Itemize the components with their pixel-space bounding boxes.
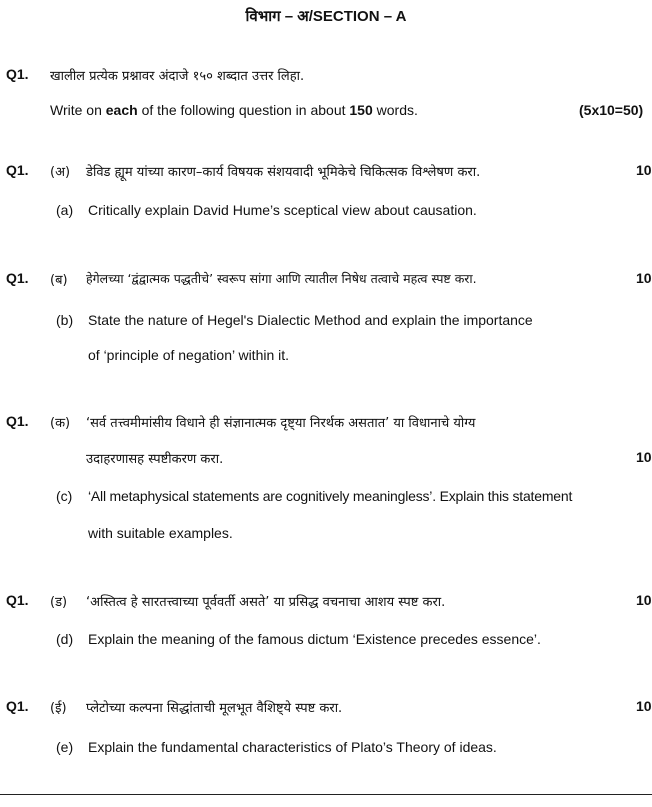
instruction-question-number: Q1. xyxy=(6,66,29,82)
question-c-marathi-text-line1: ‘सर्व तत्त्वमीमांसीय विधाने ही संज्ञानात्मक दृष्ट्या निरर्थक असतात’ या विधानाचे योग्य xyxy=(86,416,476,431)
question-e-english-label: (e) xyxy=(56,739,74,755)
question-b-english-text-line1: State the nature of Hegel's Dialectic Method and explain the importance xyxy=(88,312,533,328)
question-c-marathi-text-line2: उदाहरणासह स्पष्टीकरण करा. xyxy=(86,452,224,467)
question-a-english-label: (a) xyxy=(56,202,74,218)
question-c-marks: 10 xyxy=(636,449,652,465)
question-b-english-text-line2: of ‘principle of negation’ within it. xyxy=(88,347,290,363)
question-d-number: Q1. xyxy=(6,592,29,608)
question-e-english-text: Explain the fundamental characteristics of Plato’s Theory of ideas. xyxy=(88,739,497,755)
question-d-english-label: (d) xyxy=(56,631,74,647)
question-e-marathi-label: (ई) xyxy=(50,701,67,716)
question-e-marathi-text: प्लेटोच्या कल्पना सिद्धांताची मूलभूत वैशिष्ट्ये स्पष्ट करा. xyxy=(86,701,343,716)
question-e-number: Q1. xyxy=(6,698,29,714)
question-d-english-text: Explain the meaning of the famous dictum ‘Existence precedes essence’. xyxy=(88,631,541,647)
question-e-marks: 10 xyxy=(636,698,652,714)
question-b-marathi-label: (ब) xyxy=(50,273,68,288)
question-a-marks: 10 xyxy=(636,162,652,178)
instruction-marks: (5x10=50) xyxy=(579,102,644,118)
question-a-marathi-text: डेविड ह्यूम यांच्या कारण–कार्य विषयक संशयवादी भूमिकेचे चिकित्सक विश्लेषण करा. xyxy=(86,165,481,180)
question-a-marathi-label: (अ) xyxy=(50,165,71,180)
question-a-english-text: Critically explain David Hume’s sceptical view about causation. xyxy=(88,202,477,218)
question-d-marks: 10 xyxy=(636,592,652,608)
question-c-english-text-line2: with suitable examples. xyxy=(88,525,233,541)
bottom-divider xyxy=(0,794,652,795)
question-c-number: Q1. xyxy=(6,413,29,429)
instruction-marathi: खालील प्रत्येक प्रश्नावर अंदाजे १५० शब्दात उत्तर लिहा. xyxy=(50,69,305,84)
question-a-number: Q1. xyxy=(6,162,29,178)
question-d-marathi-label: (ड) xyxy=(50,595,68,610)
question-b-number: Q1. xyxy=(6,270,29,286)
question-c-marathi-label: (क) xyxy=(50,416,71,431)
question-d-marathi-text: ‘अस्तित्व हे सारतत्त्वाच्या पूर्ववर्ती असते’ या प्रसिद्ध वचनाचा आशय स्पष्ट करा. xyxy=(86,595,446,610)
question-b-english-label: (b) xyxy=(56,312,74,328)
question-c-english-text-line1: ‘All metaphysical statements are cognitively meaningless’. Explain this statement xyxy=(88,488,573,504)
question-c-english-label: (c) xyxy=(56,488,73,504)
question-b-marks: 10 xyxy=(636,270,652,286)
instruction-english: Write on each of the following question in about 150 words. xyxy=(50,102,418,118)
question-b-marathi-text: हेगेलच्या ‘द्वंद्वात्मक पद्धतीचे’ स्वरूप सांगा आणि त्यातील निषेध तत्वाचे महत्व स्पष्ट करा. xyxy=(86,271,477,286)
section-heading: विभाग – अ/SECTION – A xyxy=(245,8,407,25)
